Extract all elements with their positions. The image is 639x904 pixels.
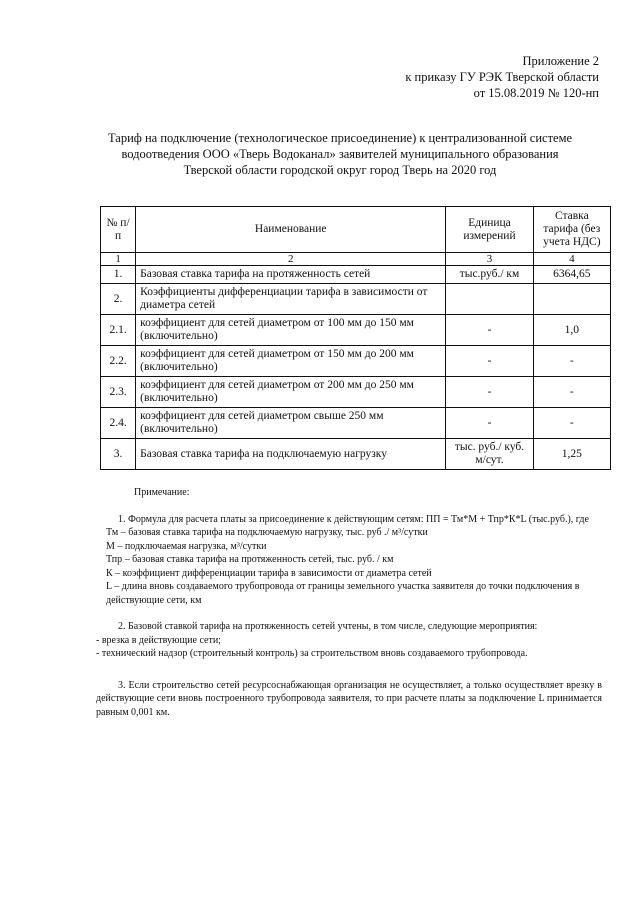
- notes-section: [96, 486, 602, 719]
- index-row: [101, 253, 611, 266]
- row-rate: 6364,65: [533, 266, 610, 284]
- row-num: 2.1.: [101, 315, 136, 346]
- appendix-number: Приложение 2: [522, 54, 599, 68]
- row-name: коэффициент для сетей диаметром от 150 мм до 200 мм (включительно): [136, 346, 446, 377]
- row-unit: тыс. руб./ куб. м/сут.: [446, 439, 533, 470]
- row-name: Коэффициенты дифференциации тарифа в зависимости от диаметра сетей: [136, 284, 446, 315]
- row-rate: -: [533, 346, 610, 377]
- tariff-table: [100, 206, 611, 470]
- row-name: коэффициент для сетей диаметром свыше 250 мм (включительно): [136, 408, 446, 439]
- note-1-item: Тм – базовая ставка тарифа на подключаемую нагрузку, тыс. руб ./ м³/сутки: [106, 527, 428, 538]
- row-num: 2.4.: [101, 408, 136, 439]
- table-row: [101, 377, 611, 408]
- row-unit: -: [446, 408, 533, 439]
- note-1: 1. Формула для расчета платы за присоединение к действующим сетям: ПП = Тм*М + Тпр*К*L (тыс.руб.), где: [118, 513, 589, 525]
- index-cell: 3: [446, 253, 533, 266]
- note-3: 3. Если строительство сетей ресурсоснабжающая организация не осуществляет, а только осуществляет врезку в действующие сети вновь построенного трубопровода заявителя, то при расчете платы за подключение L принимается равным 0,001 км.: [96, 679, 602, 718]
- index-cell: 2: [136, 253, 446, 266]
- header-name: Наименование: [136, 207, 446, 253]
- header-num: № п/п: [101, 207, 136, 253]
- row-unit: -: [446, 346, 533, 377]
- row-num: 1.: [101, 266, 136, 284]
- note-1-item: L – длина вновь создаваемого трубопровода от границы земельного участка заявителя до точки подключения в действующие сети, км: [106, 581, 580, 606]
- notes-heading: Примечание:: [134, 487, 190, 498]
- table-row: [101, 284, 611, 315]
- note-1-item: М – подключаемая нагрузка, м³/сутки: [106, 540, 267, 552]
- title-line: водоотведения ООО «Тверь Водоканал» заявителей муниципального образования: [121, 147, 559, 161]
- table-row: [101, 439, 611, 470]
- index-cell: 1: [101, 253, 136, 266]
- row-num: 2.: [101, 284, 136, 315]
- table-row: [101, 315, 611, 346]
- row-rate: -: [533, 377, 610, 408]
- row-rate: -: [533, 408, 610, 439]
- row-unit: тыс.руб./ км: [446, 266, 533, 284]
- row-num: 3.: [101, 439, 136, 470]
- row-unit: -: [446, 315, 533, 346]
- document-title: [95, 130, 585, 178]
- note-2-item: - врезка в действующие сети;: [96, 634, 221, 646]
- row-rate: [533, 284, 610, 315]
- note-2: 2. Базовой ставкой тарифа на протяженность сетей учтены, в том числе, следующие мероприятия:: [118, 621, 538, 632]
- row-num: 2.2.: [101, 346, 136, 377]
- row-name: коэффициент для сетей диаметром от 100 мм до 150 мм (включительно): [136, 315, 446, 346]
- row-name: Базовая ставка тарифа на подключаемую нагрузку: [136, 439, 446, 470]
- row-num: 2.3.: [101, 377, 136, 408]
- header-rate: Ставка тарифа (без учета НДС): [533, 207, 610, 253]
- table-row: [101, 346, 611, 377]
- row-name: Базовая ставка тарифа на протяженность сетей: [136, 266, 446, 284]
- title-line: Тариф на подключение (технологическое присоединение) к централизованной системе: [107, 131, 573, 145]
- table-row: [101, 408, 611, 439]
- appendix-order: к приказу ГУ РЭК Тверской области: [405, 70, 599, 84]
- appendix-reference: [339, 53, 599, 101]
- row-rate: 1,0: [533, 315, 610, 346]
- row-unit: -: [446, 377, 533, 408]
- row-rate: 1,25: [533, 439, 610, 470]
- table-header-row: [101, 207, 611, 253]
- header-unit: Единица измерений: [446, 207, 533, 253]
- note-1-item: Тпр – базовая ставка тарифа на протяженность сетей, тыс. руб. / км: [106, 554, 394, 565]
- index-cell: 4: [533, 253, 610, 266]
- row-unit: [446, 284, 533, 315]
- note-1-item: К – коэффициент дифференциации тарифа в зависимости от диаметра сетей: [106, 567, 432, 579]
- title-line: Тверской области городской округ город Тверь на 2020 год: [183, 163, 497, 177]
- appendix-date: от 15.08.2019 № 120-нп: [473, 86, 599, 100]
- row-name: коэффициент для сетей диаметром от 200 мм до 250 мм (включительно): [136, 377, 446, 408]
- note-2-item: - технический надзор (строительный контроль) за строительством вновь создаваемого трубопровода.: [96, 648, 528, 659]
- table-row: [101, 266, 611, 284]
